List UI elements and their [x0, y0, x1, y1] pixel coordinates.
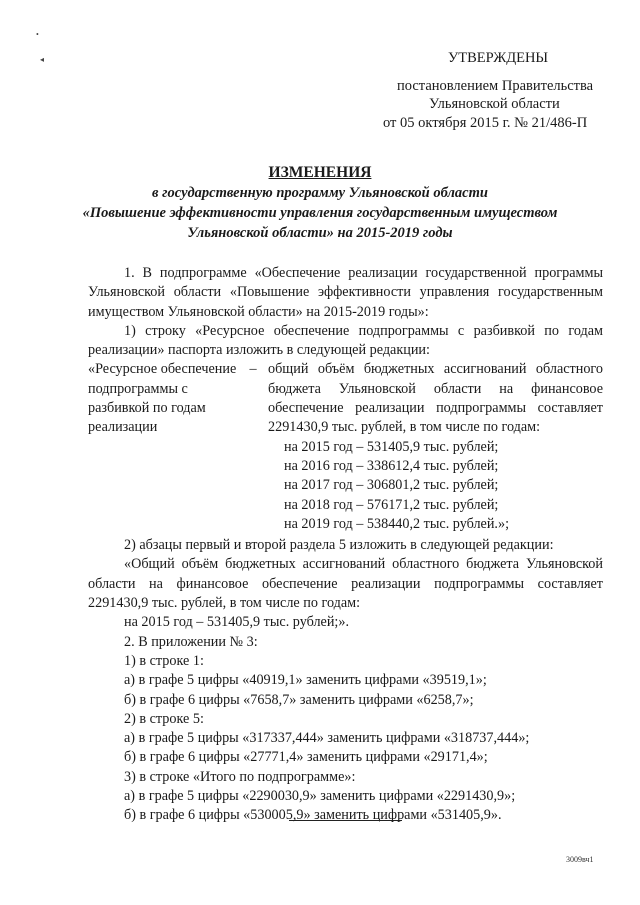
approved-heading: УТВЕРЖДЕНЫ — [448, 50, 549, 66]
resource-table — [88, 360, 603, 534]
closing-rule — [289, 820, 402, 821]
year-item: на 2016 год – 338612,4 тыс. рублей; — [284, 457, 499, 474]
approved-by-line: постановлением Правительства — [397, 78, 594, 94]
paragraph-6: 2. В приложении № 3: — [124, 633, 258, 650]
paragraph-14: а) в графе 5 цифры «2290030,9» заменить цифрами «2291430,9»; — [124, 788, 516, 805]
title-sub-2: «Повышение эффективности управления государственным имуществом — [82, 205, 558, 221]
paragraph-12: б) в графе 6 цифры «27771,4» заменить цифрами «29171,4»; — [124, 749, 488, 766]
paragraph-15: б) в графе 6 цифры «530005,9» заменить цифрами «531405,9». — [124, 807, 502, 824]
paragraph-5: на 2015 год – 531405,9 тыс. рублей;». — [124, 614, 350, 631]
title-main: ИЗМЕНЕНИЯ — [268, 164, 372, 181]
table-right-cell — [268, 360, 603, 534]
paragraph-8: а) в графе 5 цифры «40919,1» заменить цифрами «39519,1»; — [124, 672, 487, 689]
table-left-cell: «Ресурсное обеспечение подпрограммы с разбивкой по годам реализации — [88, 361, 237, 436]
paragraph-1: 1. В подпрограмме «Обеспечение реализации государственной программы Ульяновской области «Повышение эффективности управления государственным имуществом Ульяновской области» на 2015-2019 годы»: — [88, 265, 603, 320]
paragraph-4: «Общий объём бюджетных ассигнований областного бюджета Ульяновской области на финансовое обеспечение реализации подпрограммы составляет 2291430,9 тыс. рублей, в том числе по годам: — [88, 556, 603, 612]
table-right-text: общий объём бюджетных ассигнований областного бюджета Ульяновской области на финансовое обеспечение реализации подпрограммы составляет 2291430,9 тыс. рублей, в том числе по годам: — [268, 361, 603, 436]
paragraph-10: 2) в строке 5: — [124, 710, 204, 727]
title-sub-1: в государственную программу Ульяновской области — [152, 185, 488, 201]
table-dash: – — [249, 361, 257, 378]
approved-region-line: Ульяновской области — [429, 96, 560, 112]
paragraph-13: 3) в строке «Итого по подпрограмме»: — [124, 768, 356, 785]
year-item: на 2018 год – 576171,2 тыс. рублей; — [284, 496, 499, 513]
year-item: на 2017 год – 306801,2 тыс. рублей; — [284, 477, 499, 494]
scan-mark-top: • — [36, 30, 39, 39]
document-body — [88, 264, 603, 826]
approved-date-line: от 05 октября 2015 г. № 21/486-П — [383, 115, 588, 131]
document-code: 3009вч1 — [566, 855, 594, 864]
paragraph-9: б) в графе 6 цифры «7658,7» заменить цифрами «6258,7»; — [124, 691, 474, 708]
year-item: на 2015 год – 531405,9 тыс. рублей; — [284, 438, 499, 455]
paragraph-11: а) в графе 5 цифры «317337,444» заменить цифрами «318737,444»; — [124, 730, 530, 747]
document-title — [0, 163, 640, 243]
year-list — [268, 438, 603, 534]
title-sub-3: Ульяновской области» на 2015-2019 годы — [187, 225, 453, 241]
year-item: на 2019 год – 538440,2 тыс. рублей.»; — [284, 515, 510, 532]
scan-mark-side: ◂ — [40, 55, 45, 64]
paragraph-3: 2) абзацы первый и второй раздела 5 изложить в следующей редакции: — [124, 537, 554, 554]
paragraph-7: 1) в строке 1: — [124, 652, 204, 669]
paragraph-2: 1) строку «Ресурсное обеспечение подпрограммы с разбивкой по годам реализации» паспорта изложить в следующей редакции: — [88, 322, 603, 359]
